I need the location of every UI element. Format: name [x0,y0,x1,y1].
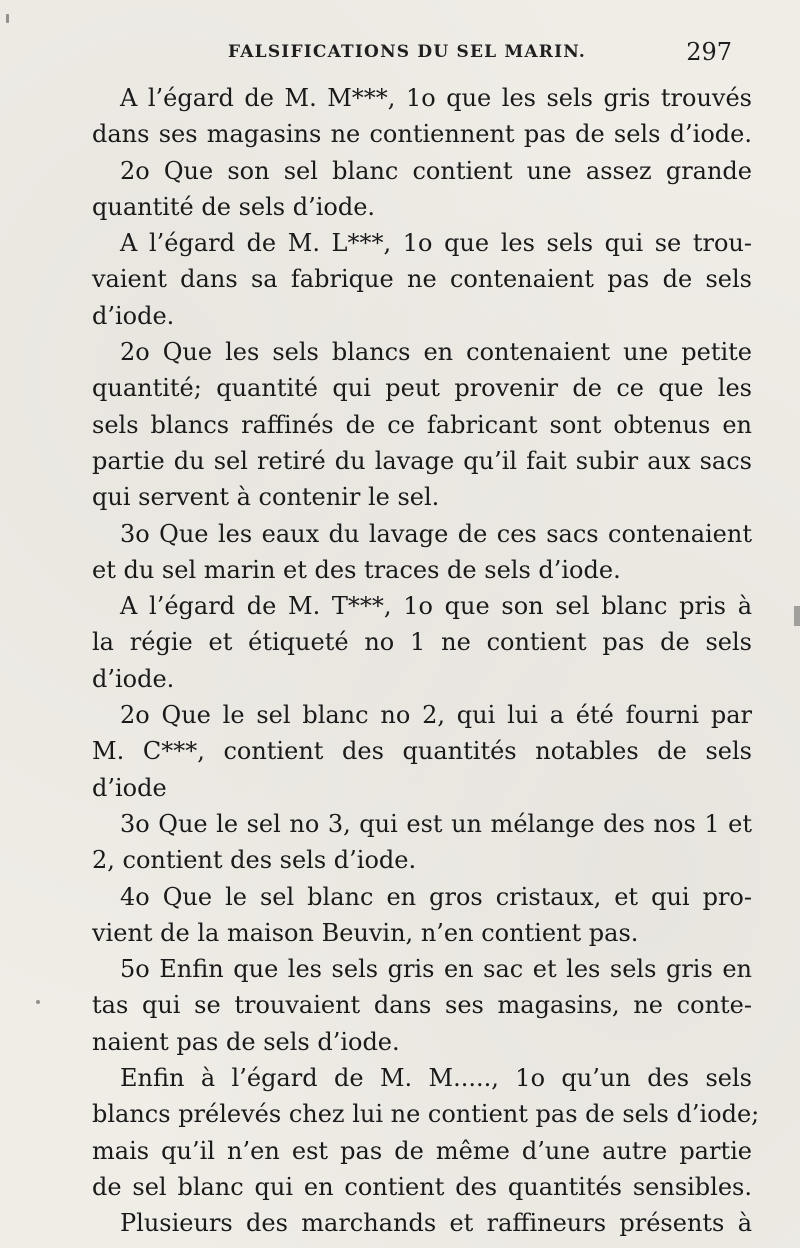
text-line: 2o Que le sel blanc no 2, qui lui a été fourni par [120,701,752,730]
text-line: mais qu’il n’en est pas de même d’une autre partie [92,1136,752,1165]
text-line: 3o Que les eaux du lavage de ces sacs contenaient [120,519,752,548]
text-line: d’iode. [92,301,175,330]
text-line: naient pas de sels d’iode. [92,1027,400,1056]
text-line: quantité de sels d’iode. [92,192,376,221]
text-line: A l’égard de M. T***, 1o que son sel blanc pris à [120,592,752,621]
page-number: 297 [686,38,732,66]
text-line: quantité; quantité qui peut provenir de ce que les [92,374,752,403]
text-line: vient de la maison Beuvin, n’en contient pas. [92,918,639,947]
text-line: Enfin à l’égard de M. M....., 1o qu’un des sels [120,1064,752,1093]
text-line: M. C***, contient des quantités notables de sels [92,737,752,766]
text-line: d’iode [92,773,167,802]
text-line: 2, contient des sels d’iode. [92,846,417,875]
ink-speck [36,1000,40,1004]
text-line: sels blancs raffinés de ce fabricant sont obtenus en [92,410,752,439]
text-line: Plusieurs des marchands et raffineurs présents à [120,1209,752,1238]
text-line: 2o Que son sel blanc contient une assez grande [120,156,752,185]
text-line: 5o Enfin que les sels gris en sac et les sels gris en [120,955,752,984]
page-edge-mark [794,606,800,626]
text-line: A l’égard de M. M***, 1o que les sels gris trouvés [120,84,752,112]
text-line: la régie et étiqueté no 1 ne contient pas de sels [92,628,752,657]
text-line: A l’égard de M. L***, 1o que les sels qui se trou- [120,229,752,258]
text-line: dans ses magasins ne contiennent pas de sels d’iode. [92,120,752,149]
text-line: vaient dans sa fabrique ne contenaient pas de sels [92,265,752,294]
text-line: 4o Que le sel blanc en gros cristaux, et qui pro- [120,882,752,911]
text-line: blancs prélevés chez lui ne contient pas de sels d’iode; [92,1100,760,1129]
text-line: 2o Que les sels blancs en contenaient une petite [120,338,752,367]
text-line: et du sel marin et des traces de sels d’iode. [92,555,621,584]
text-line: tas qui se trouvaient dans ses magasins, ne conte- [92,991,752,1020]
page-header [228,36,748,76]
body-text [92,80,760,1242]
text-line: 3o Que le sel no 3, qui est un mélange des nos 1 et [120,809,752,838]
text-line: qui servent à contenir le sel. [92,483,440,512]
text-line: de sel blanc qui en contient des quantités sensibles. [92,1172,752,1201]
text-line: partie du sel retiré du lavage qu’il fait subir aux sacs [92,446,752,475]
running-title: FALSIFICATIONS DU SEL MARIN. [228,42,587,62]
text-line: d’iode. [92,664,175,693]
ink-speck [6,14,9,23]
